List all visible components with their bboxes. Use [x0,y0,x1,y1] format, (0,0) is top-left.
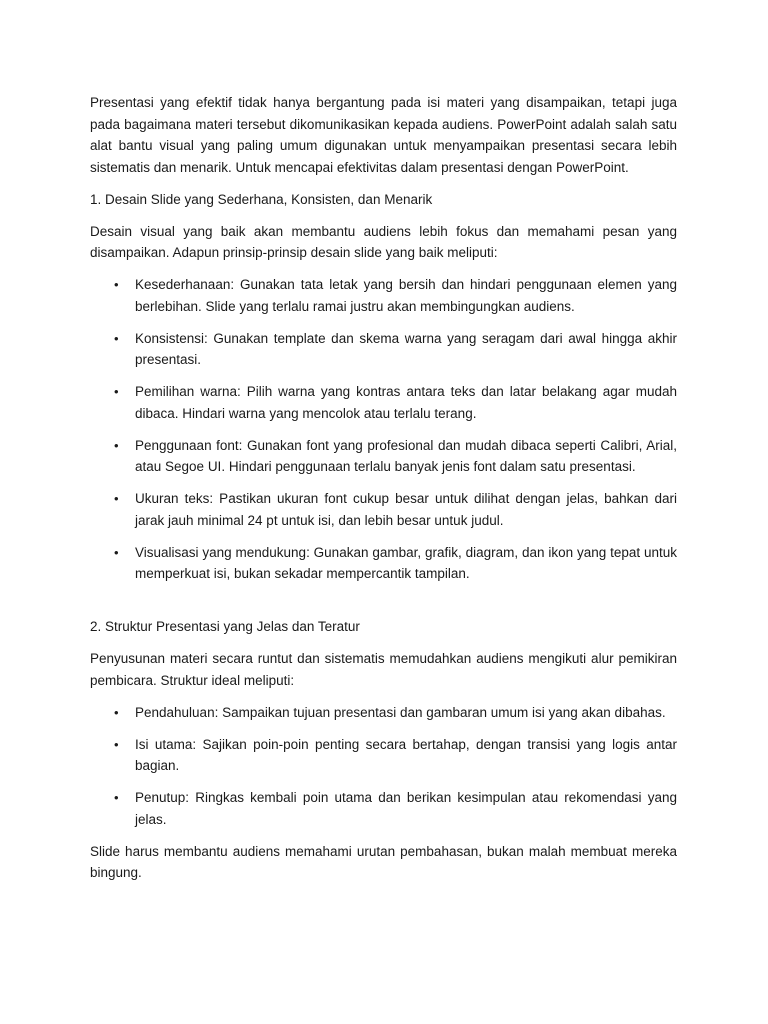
bullet-icon: • [114,437,119,453]
list-item [114,734,677,777]
list-item [114,381,677,424]
list-item [114,328,677,371]
section-2-list [90,702,677,831]
list-item [114,274,677,317]
list-item [114,488,677,531]
list-item-text: Pendahuluan: Sampaikan tujuan presentasi dan gambaran umum isi yang akan dibahas. [135,704,666,720]
list-item [114,787,677,830]
section-2-lead: Penyusunan materi secara runtut dan sistematis memudahkan audiens mengikuti alur pemikiran pembicara. Struktur ideal meliputi: [90,651,677,688]
list-item [114,542,677,585]
document-page [90,92,677,894]
bullet-icon: • [114,491,119,506]
bullet-icon: • [114,277,119,292]
list-item-text: Penutup: Ringkas kembali poin utama dan berikan kesimpulan atau rekomendasi yang jelas. [135,790,677,827]
bullet-icon: • [114,704,119,720]
bullet-icon: • [114,736,119,752]
list-item-text: Konsistensi: Gunakan template dan skema warna yang seragam dari awal hingga akhir presentasi. [135,330,677,367]
bullet-icon: • [114,544,119,560]
section-1-lead: Desain visual yang baik akan membantu audiens lebih fokus dan memahami pesan yang disampaikan. Adapun prinsip-prinsip desain slide yang baik meliputi: [90,223,677,260]
section-spacer [90,595,677,616]
intro-paragraph: Presentasi yang efektif tidak hanya bergantung pada isi materi yang disampaikan, tetapi juga pada bagaimana materi tersebut dikomunikasikan kepada audiens. PowerPoint adalah salah satu alat bantu visual yang paling umum digunakan untuk menyampaikan presentasi secara lebih sistematis dan menarik. Untuk mencapai efektivitas dalam presentasi dengan PowerPoint. [90,95,677,175]
list-item [114,702,677,724]
bullet-icon: • [114,330,119,346]
section-1-heading: 1. Desain Slide yang Sederhana, Konsisten, dan Menarik [90,191,433,207]
list-item-text: Kesederhanaan: Gunakan tata letak yang bersih dan hindari penggunaan elemen yang berlebihan. Slide yang terlalu ramai justru akan membingungkan audiens. [135,277,677,314]
list-item [114,435,677,478]
section-2-heading: 2. Struktur Presentasi yang Jelas dan Teratur [90,619,360,634]
list-item-text: Pemilihan warna: Pilih warna yang kontras antara teks dan latar belakang agar mudah dibaca. Hindari warna yang mencolok atau terlalu terang. [135,384,677,421]
section-1-list [90,274,677,585]
list-item-text: Penggunaan font: Gunakan font yang profesional dan mudah dibaca seperti Calibri, Arial, atau Segoe UI. Hindari penggunaan terlalu banyak jenis font dalam satu presentasi. [135,437,677,474]
list-item-text: Ukuran teks: Pastikan ukuran font cukup besar untuk dilihat dengan jelas, bahkan dari jarak jauh minimal 24 pt untuk isi, dan lebih besar untuk judul. [135,491,677,528]
list-item-text: Visualisasi yang mendukung: Gunakan gambar, grafik, diagram, dan ikon yang tepat untuk memperkuat isi, bukan sekadar mempercantik tampilan. [135,544,677,581]
list-item-text: Isi utama: Sajikan poin-poin penting secara bertahap, dengan transisi yang logis antar bagian. [135,736,677,773]
bullet-icon: • [114,790,119,805]
section-2-closing: Slide harus membantu audiens memahami urutan pembahasan, bukan malah membuat mereka bingung. [90,843,677,880]
bullet-icon: • [114,384,119,399]
